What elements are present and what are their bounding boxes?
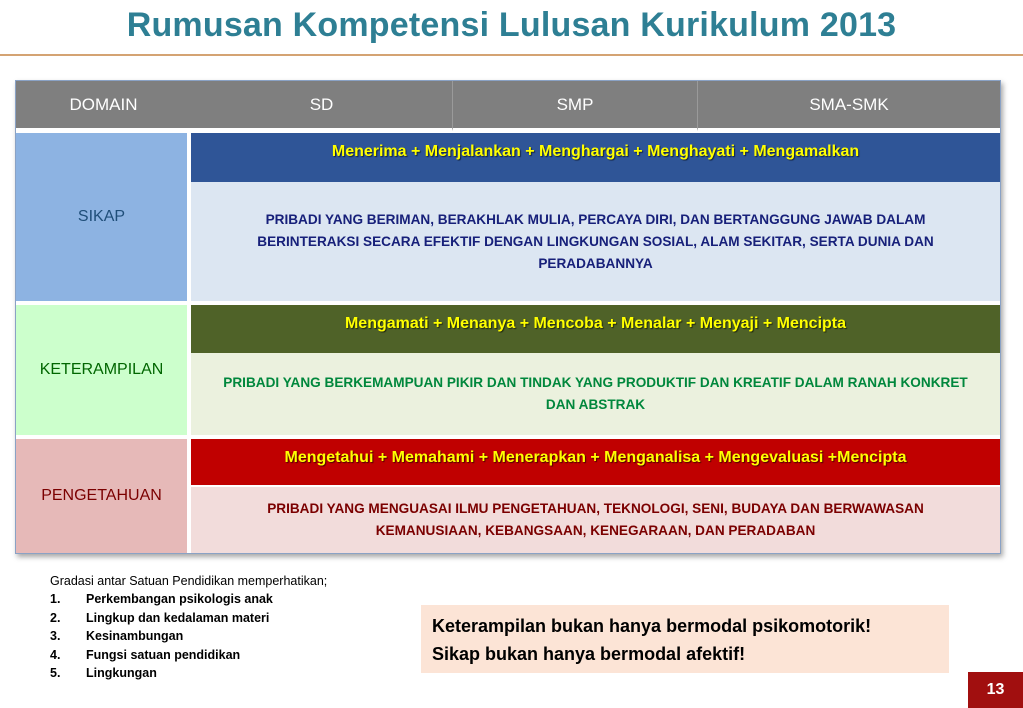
band-keterampilan: Mengamati + Menanya + Mencoba + Menalar + Menyaji + Mencipta [191,305,1000,353]
callout-line-2: Sikap bukan hanya bermodal afektif! [432,644,746,664]
domain-sikap: SIKAP [16,133,189,303]
domain-keterampilan: KETERAMPILAN [16,305,189,437]
band-sikap: Menerima + Menjalankan + Menghargai + Menghayati + Mengamalkan [191,133,1000,182]
page-title: Rumusan Kompetensi Lulusan Kurikulum 2013 [126,6,897,44]
description-pengetahuan: PRIBADI YANG MENGUASAI ILMU PENGETAHUAN, TEKNOLOGI, SENI, BUDAYA DAN BERWAWASAN KEMANUSIAAN, KEBANGSAAN, KENEGARAAN, DAN PERADABAN [191,487,1000,553]
domain-pengetahuan: PENGETAHUAN [16,439,189,553]
band-pengetahuan: Mengetahui + Memahami + Menerapkan + Menganalisa + Mengevaluasi +Mencipta [191,439,1000,485]
header-sma-smk: SMA-SMK [697,81,1000,131]
page-number: 13 [968,672,1023,708]
header-domain: DOMAIN [16,81,191,131]
list-item: 3. Kesinambungan [50,629,184,644]
header-smp: SMP [452,81,697,131]
description-keterampilan: PRIBADI YANG BERKEMAMPUAN PIKIR DAN TINDAK YANG PRODUKTIF DAN KREATIF DALAM RANAH KONKRET DAN ABSTRAK [191,353,1000,437]
list-item: 2. Lingkup dan kedalaman materi [50,610,270,625]
list-item: 5. Lingkungan [50,666,157,681]
notes-intro: Gradasi antar Satuan Pendidikan memperhatikan; [50,574,328,588]
list-item: 1. Perkembangan psikologis anak [50,592,273,607]
list-item: 4. Fungsi satuan pendidikan [50,647,241,662]
header-sd: SD [191,81,452,131]
title-divider [0,54,1023,56]
description-sikap: PRIBADI YANG BERIMAN, BERAKHLAK MULIA, PERCAYA DIRI, DAN BERTANGGUNG JAWAB DALAM BERINTERAKSI SECARA EFEKTIF DENGAN LINGKUNGAN SOSIAL, ALAM SEKITAR, SERTA DUNIA DAN PERADABANNYA [191,182,1000,303]
gradation-notes [50,574,327,683]
callout-box [421,605,949,673]
notes-list [50,590,327,683]
competency-table [15,80,1001,554]
callout-line-1: Keterampilan bukan hanya bermodal psikomotorik! [432,616,872,636]
